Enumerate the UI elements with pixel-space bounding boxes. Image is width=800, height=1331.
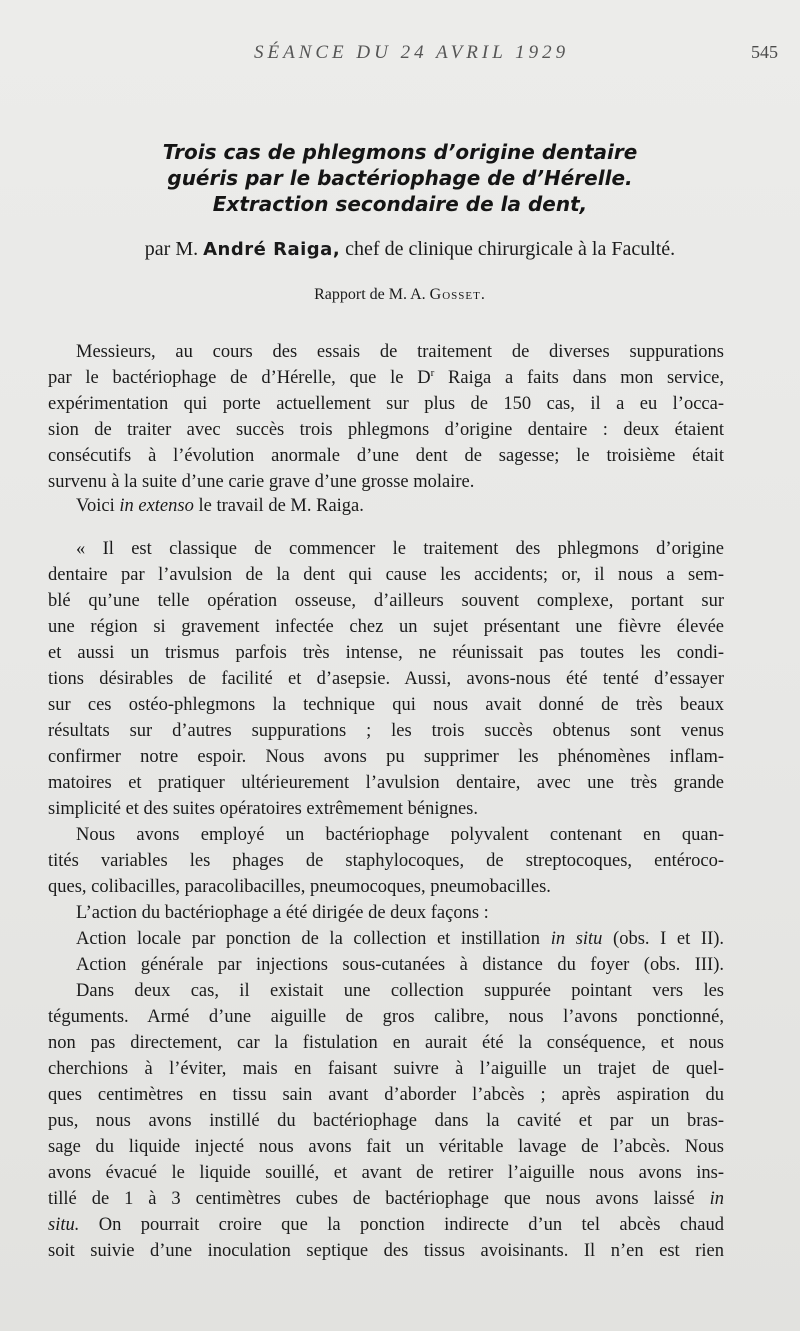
- text-span: tillé de 1 à 3 centimètres cubes de bactériophage que nous avons laissé: [48, 1189, 710, 1209]
- text-span: Raiga a faits dans mon service,: [434, 368, 724, 388]
- text-line: non pas directement, car la fistulation en aurait été la conséquence, et nous: [48, 1033, 724, 1053]
- text-line: soit suivie d’une inoculation septique des tissus avoisinants. Il n’en est rien: [48, 1241, 724, 1261]
- text-line: sage du liquide injecté nous avons fait un véritable lavage de l’abcès. Nous: [48, 1137, 724, 1157]
- running-title: SÉANCE DU 24 AVRIL 1929: [254, 42, 570, 63]
- report-name: Gosset.: [429, 286, 486, 303]
- text-line: consécutifs à l’évolution anormale d’une dent de sagesse; le troisième était: [48, 446, 724, 466]
- text-line: [48, 365, 724, 391]
- text-line: sur ces ostéo-phlegmons la technique qui nous avait donné de très beaux: [48, 695, 724, 715]
- text-line: confirmer notre espoir. Nous avons pu supprimer les phénomènes inflam-: [48, 747, 724, 767]
- text-line: Dans deux cas, il existait une collection suppurée pointant vers les: [76, 981, 724, 1001]
- text-line: [48, 1212, 724, 1238]
- title-line: guéris par le bactériophage de d’Hérelle.: [167, 166, 633, 190]
- text-line: sion de traiter avec succès trois phlegmons d’origine dentaire : deux étaient: [48, 420, 724, 440]
- voici-paragraph: [48, 493, 724, 519]
- italic-text: in situ: [550, 929, 603, 949]
- byline-suffix: chef de clinique chirurgicale à la Faculté.: [345, 238, 676, 260]
- text-line: [48, 493, 724, 519]
- text-line: Nous avons employé un bactériophage polyvalent contenant en quan-: [76, 825, 724, 845]
- main-text: [48, 536, 724, 1264]
- author-name: André Raiga,: [203, 239, 341, 260]
- intro-paragraph: [48, 339, 724, 495]
- text-line: résultats sur d’autres suppurations ; les trois succès obtenus sont venus: [48, 721, 724, 741]
- report-line: [0, 284, 800, 306]
- text-span: le travail de M. Raiga.: [193, 496, 364, 516]
- text-line: cherchions à l’éviter, mais en faisant suivre à l’aiguille un trajet de quel-: [48, 1059, 724, 1079]
- italic-text: in: [709, 1189, 724, 1209]
- text-line: et aussi un trismus parfois très intense, ne réunissait pas toutes les condi-: [48, 643, 724, 663]
- text-line: simplicité et des suites opératoires extrêmement bénignes.: [48, 799, 478, 819]
- article-title: [70, 139, 730, 217]
- text-line: pus, nous avons instillé du bactériophage dans la cavité et par un bras-: [48, 1111, 724, 1131]
- byline: [70, 236, 750, 263]
- text-line: téguments. Armé d’une aiguille de gros calibre, nous l’avons ponctionné,: [48, 1007, 724, 1027]
- report-prefix: Rapport de M. A.: [314, 286, 426, 303]
- text-line: [48, 1186, 724, 1212]
- text-line: Action générale par injections sous-cutanées à distance du foyer (obs. III).: [76, 955, 724, 975]
- text-line: une région si gravement infectée chez un sujet présentant une fièvre élevée: [48, 617, 724, 637]
- text-line: « Il est classique de commencer le traitement des phlegmons d’origine: [76, 539, 724, 559]
- text-line: Messieurs, au cours des essais de traitement de diverses suppurations: [76, 342, 724, 362]
- superscript: r: [430, 366, 435, 379]
- text-span: par le bactériophage de d’Hérelle, que le D: [48, 368, 431, 388]
- byline-prefix: par M.: [144, 238, 199, 260]
- text-line: L’action du bactériophage a été dirigée de deux façons :: [76, 903, 489, 923]
- text-line: [48, 926, 724, 952]
- text-line: expérimentation qui porte actuellement sur plus de 150 cas, il a eu l’occa-: [48, 394, 724, 414]
- text-line: avons évacué le liquide souillé, et avant de retirer l’aiguille nous avons ins-: [48, 1163, 724, 1183]
- italic-text: situ.: [48, 1215, 80, 1235]
- text-line: ques, colibacilles, paracolibacilles, pneumocoques, pneumobacilles.: [48, 877, 551, 897]
- title-line: Extraction secondaire de la dent,: [212, 192, 588, 216]
- text-span: (obs. I et II).: [602, 929, 724, 949]
- text-span: Action locale par ponction de la collection et instillation: [76, 929, 551, 949]
- text-line: blé qu’une telle opération osseuse, d’ailleurs souvent complexe, portant sur: [48, 591, 724, 611]
- title-line: Trois cas de phlegmons d’origine dentaire: [162, 140, 638, 164]
- italic-text: in extenso: [119, 496, 194, 516]
- running-header: [0, 42, 800, 68]
- text-line: tions désirables de facilité et d’asepsie. Aussi, avons-nous été tenté d’essayer: [48, 669, 724, 689]
- text-line: tités variables les phages de staphylocoques, de streptocoques, entéroco-: [48, 851, 724, 871]
- text-line: dentaire par l’avulsion de la dent qui cause les accidents; or, il nous a sem-: [48, 565, 724, 585]
- text-span: On pourrait croire que la ponction indirecte d’un tel abcès chaud: [79, 1215, 724, 1235]
- text-line: survenu à la suite d’une carie grave d’une grosse molaire.: [48, 472, 475, 492]
- page-number: 545: [751, 42, 778, 62]
- text-line: matoires et pratiquer ultérieurement l’avulsion dentaire, avec une très grande: [48, 773, 724, 793]
- text-line: ques centimètres en tissu sain avant d’aborder l’abcès ; après aspiration du: [48, 1085, 724, 1105]
- text-span: Voici: [76, 496, 120, 516]
